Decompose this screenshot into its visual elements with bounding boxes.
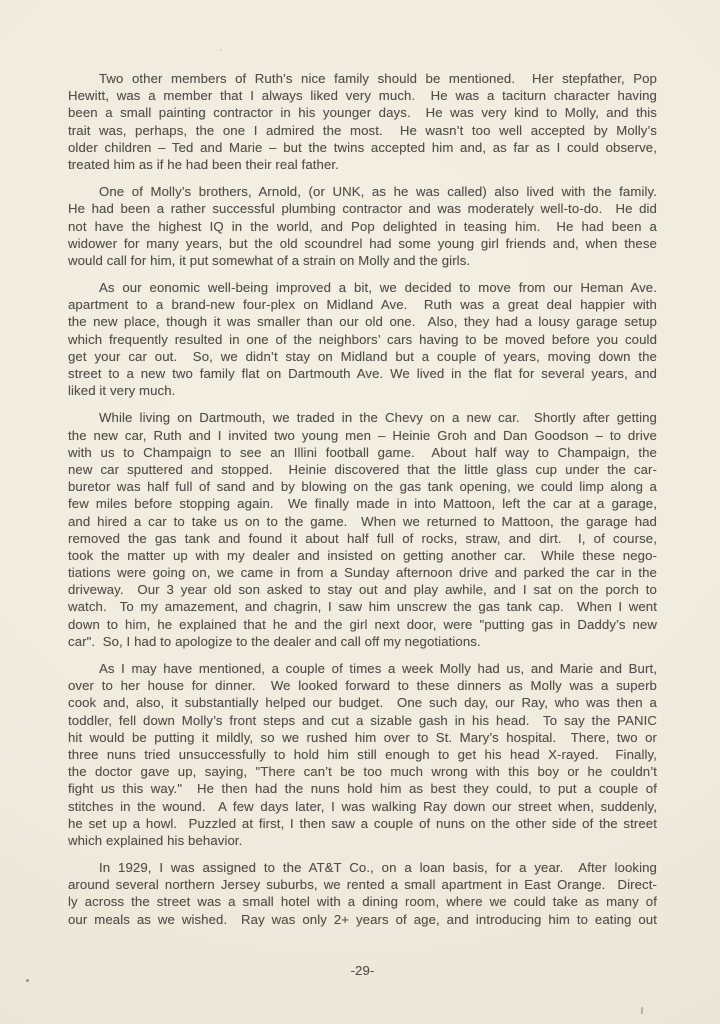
text-line: our meals as we wished. Ray was only 2+ years of age, and introducing him to eating out bbox=[68, 911, 657, 927]
text-line: been a small painting contractor in his younger days. He was very kind to Molly, and this bbox=[68, 105, 657, 121]
text-line: with us to Champaign to see an Illini football game. About half way to Champaign, the bbox=[68, 444, 657, 460]
text-line: watch. To my amazement, and chagrin, I saw him unscrew the gas tank cap. When I went bbox=[68, 599, 657, 615]
text-line: tiations were going on, we came in from a Sunday afternoon drive and parked the car in the bbox=[68, 565, 657, 581]
text-line: the doctor gave up, saying, "There can’t be too much wrong with this boy or he couldn’t bbox=[68, 764, 657, 780]
text-line: Hewitt, was a member that I always liked very much. He was a taciturn character having bbox=[68, 88, 657, 104]
page-number: -29- bbox=[350, 962, 375, 978]
text-line: around several northern Jersey suburbs, we rented a small apartment in East Orange. Direct- bbox=[68, 877, 657, 893]
text-line: down to him, he explained that he and the girl next door, were "putting gas in Daddy’s new bbox=[68, 616, 657, 632]
text-line: three nuns tried unsuccessfully to hold him still enough to get his head X-rayed. Finally, bbox=[68, 746, 657, 762]
text-line: older children – Ted and Marie – but the twins accepted him and, as far as I could observe, bbox=[68, 139, 657, 155]
paragraph bbox=[68, 70, 657, 173]
text-line: ly across the street was a small hotel with a dining room, where we could take as many of bbox=[68, 894, 657, 910]
text-line: which explained his behavior. bbox=[68, 832, 243, 848]
text-line: Two other members of Ruth’s nice family should be mentioned. Her stepfather, Pop bbox=[99, 71, 657, 86]
text-line: He had been a rather successful plumbing contractor and was moderately well-to-do. He did bbox=[68, 201, 657, 217]
text-line: removed the gas tank and found it about half full of rocks, straw, and dirt. I, of course, bbox=[68, 530, 657, 546]
paper-speck bbox=[26, 979, 29, 982]
paper-speck bbox=[220, 49, 222, 51]
text-line: trait was, perhaps, the one I admired the most. He wasn’t too well accepted by Molly’s bbox=[68, 122, 657, 138]
text-line: which frequently resulted in one of the neighbors’ cars having to be moved before you could bbox=[68, 331, 657, 347]
paragraph bbox=[68, 859, 657, 928]
text-line: driveway. Our 3 year old son asked to stay out and play awhile, and I sat on the porch to bbox=[68, 582, 657, 598]
text-line: apartment to a brand-new four-plex on Midland Ave. Ruth was a great deal happier with bbox=[68, 297, 657, 313]
paragraph bbox=[68, 660, 657, 849]
text-line: stitches in the wound. A few days later, I was walking Ray down our street when, suddenly, bbox=[68, 798, 657, 814]
text-line: few miles before stopping again. We finally made in into Mattoon, left the car at a garage, bbox=[68, 496, 657, 512]
text-line: took the matter up with my dealer and insisted on getting another car. While these nego- bbox=[68, 547, 657, 563]
text-line: While living on Dartmouth, we traded in the Chevy on a new car. Shortly after getting bbox=[99, 410, 657, 426]
text-line: would call for him, it put somewhat of a strain on Molly and the girls. bbox=[68, 252, 471, 268]
text-line: cook and, also, it substantially helped our budget. One such day, our Ray, who was then a bbox=[68, 695, 657, 711]
text-line: not have the highest IQ in the world, and Pop delighted in teasing him. He had been a bbox=[68, 218, 657, 234]
text-line: widower for many years, but the old scoundrel had some young girl friends and, when these bbox=[68, 235, 657, 251]
text-line: toddler, fell down Molly’s front steps and cut a sizable gash in his head. To say the PANIC bbox=[68, 712, 657, 728]
text-line: As I may have mentioned, a couple of times a week Molly had us, and Marie and Burt, bbox=[99, 661, 657, 676]
text-line: hit would be putting it mildly, so we rushed him over to St. Mary’s hospital. There, two or bbox=[68, 729, 657, 745]
text-line: fight us this way." He then had the nuns hold him as best they could, to put a couple of bbox=[68, 781, 657, 797]
text-line: the new place, though it was smaller than our old one. Also, they had a lousy garage setup bbox=[68, 314, 657, 330]
text-line: over to her house for dinner. We looked forward to these dinners as Molly was a superb bbox=[68, 678, 657, 694]
paper-speck bbox=[641, 1007, 643, 1014]
text-line: get your car out. So, we didn’t stay on Midland but a couple of years, moving down the bbox=[68, 348, 657, 364]
text-line: and hired a car to take us on to the game. When we returned to Mattoon, the garage had bbox=[68, 513, 657, 529]
document-body bbox=[68, 70, 657, 979]
text-line: he set up a howl. Puzzled at first, I then saw a couple of nuns on the other side of the street bbox=[68, 815, 657, 831]
text-line: liked it very much. bbox=[68, 383, 176, 399]
text-line: In 1929, I was assigned to the AT&T Co., on a loan basis, for a year. After looking bbox=[99, 860, 657, 876]
paper-speck bbox=[70, 163, 72, 167]
scan-bottom-edge bbox=[0, 1015, 720, 1024]
paragraph bbox=[68, 279, 657, 399]
text-line: the new car, Ruth and I invited two young men – Heinie Groh and Dan Goodson – to drive bbox=[68, 427, 657, 443]
text-line: As our eonomic well-being improved a bit, we decided to move from our Heman Ave. bbox=[99, 280, 657, 296]
text-line: street to a new two family flat on Dartmouth Ave. We lived in the flat for several years, and bbox=[68, 366, 657, 381]
text-line: new car sputtered and stopped. Heinie discovered that the little glass cup under the car- bbox=[68, 461, 657, 477]
text-line: buretor was half full of sand and by blowing on the gas tank opening, we could limp along a bbox=[68, 479, 657, 495]
text-line: car". So, I had to apologize to the dealer and call off my negotiations. bbox=[68, 633, 481, 649]
text-line: One of Molly’s brothers, Arnold, (or UNK, as he was called) also lived with the family. bbox=[99, 184, 657, 200]
paragraph bbox=[68, 183, 657, 269]
text-line: treated him as if he had been their real father. bbox=[68, 156, 339, 172]
paragraph bbox=[68, 409, 657, 650]
